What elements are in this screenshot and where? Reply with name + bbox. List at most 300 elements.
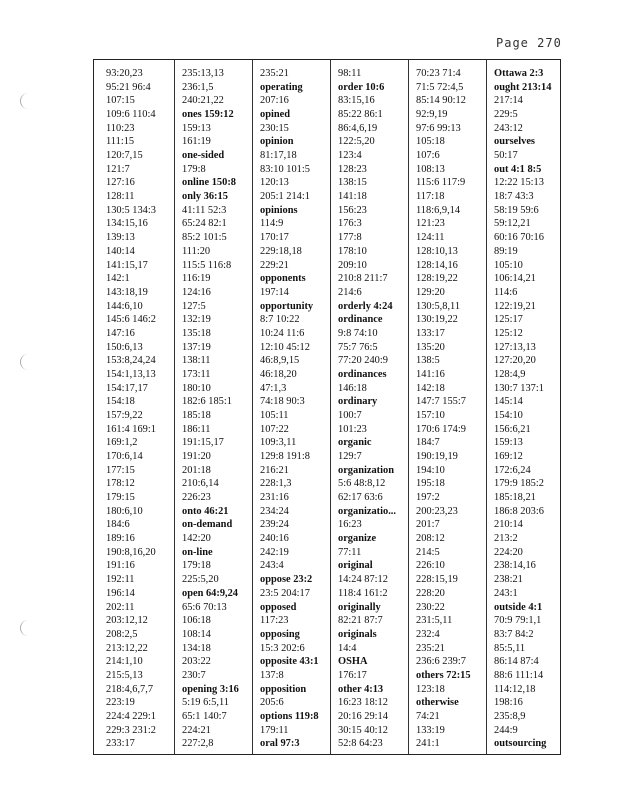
- index-reference: 179:9 185:2: [494, 478, 544, 490]
- index-reference: 191:15,17: [182, 437, 224, 449]
- index-reference: 223:19: [106, 697, 135, 709]
- index-reference: 20:16 29:14: [338, 710, 388, 722]
- index-reference: 12:22 15:13: [494, 177, 544, 189]
- binder-hole-mark: [20, 620, 29, 636]
- index-reference: 205:1 214:1: [260, 191, 310, 203]
- index-term: on-demand: [182, 519, 233, 531]
- index-reference: 208:12: [416, 533, 445, 545]
- index-term: orderly 4:24: [338, 300, 393, 312]
- index-reference: 74:21: [416, 710, 440, 722]
- index-reference: 142:18: [416, 382, 445, 394]
- index-reference: 213:12,22: [106, 642, 148, 654]
- index-reference: 186:11: [182, 423, 211, 435]
- index-reference: 137:19: [182, 341, 211, 353]
- index-reference: 201:7: [416, 519, 440, 531]
- index-reference: 176:17: [338, 669, 367, 681]
- index-reference: 179:18: [182, 560, 211, 572]
- index-reference: 200:23,23: [416, 505, 458, 517]
- index-reference: 70:9 79:1,1: [494, 615, 542, 627]
- index-term: ordinance: [338, 314, 383, 326]
- index-reference: 140:14: [106, 245, 135, 257]
- index-reference: 141:18: [338, 191, 367, 203]
- index-reference: 77:20 240:9: [338, 355, 388, 367]
- index-reference: 114:12,18: [494, 683, 536, 695]
- index-reference: 50:17: [494, 150, 518, 162]
- index-term: organization: [338, 464, 394, 476]
- index-reference: 186:8 203:6: [494, 505, 544, 517]
- index-reference: 101:23: [338, 423, 367, 435]
- index-reference: 242:19: [260, 546, 289, 558]
- index-reference: 238:14,16: [494, 560, 536, 572]
- index-reference: 217:14: [494, 95, 523, 107]
- index-reference: 184:6: [106, 519, 130, 531]
- index-reference: 178:10: [338, 245, 367, 257]
- index-reference: 5:6 48:8,12: [338, 478, 386, 490]
- index-reference: 197:14: [260, 286, 289, 298]
- index-reference: 230:7: [182, 669, 206, 681]
- index-term: ordinary: [338, 396, 378, 408]
- index-reference: 185:18: [182, 410, 211, 421]
- index-reference: 97:6 99:13: [416, 122, 461, 134]
- index-term: opinion: [260, 136, 294, 148]
- index-reference: 228:1,3: [260, 478, 292, 490]
- index-reference: 83:10 101:5: [260, 163, 310, 175]
- index-reference: 216:21: [260, 464, 289, 476]
- index-reference: 146:18: [338, 382, 367, 394]
- index-column-3: [252, 60, 331, 754]
- index-reference: 98:11: [338, 68, 362, 79]
- index-reference: 159:13: [182, 122, 211, 134]
- index-reference: 177:15: [106, 464, 135, 476]
- index-reference: 161:19: [182, 136, 211, 148]
- index-reference: 108:14: [182, 628, 211, 640]
- index-reference: 226:23: [182, 492, 211, 504]
- index-reference: 205:6: [260, 697, 284, 709]
- index-term: ones 159:12: [182, 109, 234, 121]
- index-reference: 71:5 72:4,5: [416, 81, 464, 93]
- index-reference: 120:13: [260, 177, 289, 189]
- index-reference: 52:8 64:23: [338, 738, 383, 750]
- index-term: opportunity: [260, 300, 314, 312]
- index-term: open 64:9,24: [182, 587, 238, 599]
- index-reference: 123:4: [338, 150, 362, 162]
- index-reference: 114:9: [260, 218, 284, 230]
- index-reference: 9:8 74:10: [338, 327, 378, 339]
- page-number: Page 270: [496, 36, 562, 50]
- index-reference: 86:4,6,19: [338, 122, 378, 134]
- index-term: onto 46:21: [182, 505, 229, 517]
- index-reference: 176:3: [338, 218, 362, 230]
- index-reference: 159:13: [494, 437, 523, 449]
- index-reference: 236:6 239:7: [416, 656, 466, 668]
- index-reference: 203:12,12: [106, 615, 148, 627]
- index-reference: 230:22: [416, 601, 445, 613]
- index-reference: 192:11: [106, 574, 135, 586]
- index-reference: 125:17: [494, 314, 523, 326]
- index-reference: 122:5,20: [338, 136, 375, 148]
- index-reference: 129:20: [416, 286, 445, 298]
- index-reference: 83:7 84:2: [494, 628, 534, 640]
- index-reference: 161:4 169:1: [106, 423, 156, 435]
- index-term: oral 97:3: [260, 738, 300, 750]
- index-reference: 229:18,18: [260, 245, 302, 257]
- index-reference: 128:14,16: [416, 259, 458, 271]
- index-column-1: [94, 60, 174, 754]
- index-reference: 18:7 43:3: [494, 191, 534, 203]
- index-reference: 201:18: [182, 464, 211, 476]
- index-reference: 47:1,3: [260, 382, 287, 394]
- index-reference: 179:11: [260, 724, 289, 736]
- index-column-6: [486, 60, 563, 754]
- index-reference: 170:6 174:9: [416, 423, 466, 435]
- index-reference: 229:5: [494, 109, 518, 121]
- index-reference: 236:1,5: [182, 81, 214, 93]
- index-reference: 170:6,14: [106, 451, 143, 463]
- index-term: opposed: [260, 601, 297, 613]
- index-term: oppose 23:2: [260, 574, 313, 586]
- index-reference: 191:16: [106, 560, 135, 572]
- index-reference: 115:6 117:9: [416, 177, 466, 189]
- index-reference: 127:5: [182, 300, 206, 312]
- index-reference: 82:21 87:7: [338, 615, 383, 627]
- index-reference: 228:15,19: [416, 574, 458, 586]
- index-reference: 173:11: [182, 368, 211, 380]
- index-term: options 119:8: [260, 710, 319, 722]
- index-reference: 179:15: [106, 492, 135, 504]
- index-term: opponents: [260, 273, 306, 285]
- index-reference: 238:21: [494, 574, 523, 586]
- index-reference: 147:16: [106, 327, 135, 339]
- index-reference: 147:7 155:7: [416, 396, 466, 408]
- index-reference: 58:19 59:6: [494, 204, 539, 216]
- index-reference: 23:5 204:17: [260, 587, 310, 599]
- index-term: opening 3:16: [182, 683, 239, 695]
- index-reference: 83:15,16: [338, 95, 375, 107]
- index-reference: 124:16: [182, 286, 211, 298]
- index-reference: 215:5,13: [106, 669, 143, 681]
- index-reference: 224:21: [182, 724, 211, 736]
- index-reference: 154:1,13,13: [106, 368, 156, 380]
- index-term: ought 213:14: [494, 81, 552, 93]
- index-reference: 135:20: [416, 341, 445, 353]
- index-reference: 86:14 87:4: [494, 656, 539, 668]
- index-reference: 121:7: [106, 163, 130, 175]
- index-reference: 210:8 211:7: [338, 273, 388, 285]
- index-reference: 16:23 18:12: [338, 697, 388, 709]
- index-reference: 240:21,22: [182, 95, 224, 107]
- index-reference: 117:23: [260, 615, 289, 627]
- index-reference: 123:18: [416, 683, 445, 695]
- index-term: opposing: [260, 628, 300, 640]
- index-reference: 231:16: [260, 492, 289, 504]
- index-reference: 190:8,16,20: [106, 546, 156, 558]
- index-reference: 185:18,21: [494, 492, 536, 504]
- index-reference: 111:20: [182, 245, 211, 257]
- index-reference: 128:4,9: [494, 368, 526, 380]
- index-reference: 230:15: [260, 122, 289, 134]
- index-reference: 65:6 70:13: [182, 601, 227, 613]
- binder-hole-mark: [20, 354, 29, 370]
- index-reference: 214:6: [338, 286, 362, 298]
- index-reference: 142:1: [106, 273, 130, 285]
- index-reference: 75:7 76:5: [338, 341, 378, 353]
- index-reference: 122:19,21: [494, 300, 536, 312]
- index-term: organic: [338, 437, 372, 449]
- index-reference: 128:19,22: [416, 273, 458, 285]
- index-term: others 72:15: [416, 669, 471, 681]
- index-reference: 138:5: [416, 355, 440, 367]
- index-reference: 121:23: [416, 218, 445, 230]
- index-reference: 196:14: [106, 587, 135, 599]
- index-reference: 74:18 90:3: [260, 396, 305, 408]
- index-reference: 134:18: [182, 642, 211, 654]
- index-reference: 85:22 86:1: [338, 109, 383, 121]
- index-reference: 240:16: [260, 533, 289, 545]
- index-reference: 16:23: [338, 519, 362, 531]
- index-reference: 14:4: [338, 642, 357, 654]
- index-reference: 157:9,22: [106, 410, 143, 421]
- index-term: other 4:13: [338, 683, 384, 695]
- index-reference: 77:11: [338, 546, 362, 558]
- index-reference: 127:16: [106, 177, 135, 189]
- index-reference: 108:13: [416, 163, 445, 175]
- index-reference: 130:19,22: [416, 314, 458, 326]
- index-reference: 132:19: [182, 314, 211, 326]
- index-reference: 89:19: [494, 245, 518, 257]
- index-reference: 153:8,24,24: [106, 355, 156, 367]
- index-reference: 81:17,18: [260, 150, 297, 162]
- index-reference: 85:5,11: [494, 642, 526, 654]
- index-reference: 243:4: [260, 560, 284, 572]
- index-term: order 10:6: [338, 81, 385, 93]
- index-reference: 231:5,11: [416, 615, 453, 627]
- index-reference: 191:20: [182, 451, 211, 463]
- index-term: operating: [260, 81, 303, 93]
- index-reference: 107:6: [416, 150, 440, 162]
- index-reference: 207:16: [260, 95, 289, 107]
- index-reference: 180:6,10: [106, 505, 143, 517]
- index-reference: 30:15 40:12: [338, 724, 388, 736]
- index-reference: 128:23: [338, 163, 367, 175]
- index-reference: 65:1 140:7: [182, 710, 227, 722]
- index-reference: 118:4 161:2: [338, 587, 388, 599]
- index-reference: 115:5 116:8: [182, 259, 232, 271]
- index-reference: 8:7 10:22: [260, 314, 300, 326]
- index-reference: 189:16: [106, 533, 135, 545]
- index-reference: 198:16: [494, 697, 523, 709]
- index-reference: 227:2,8: [182, 738, 214, 750]
- index-reference: 46:18,20: [260, 368, 297, 380]
- index-reference: 95:21 96:4: [106, 81, 151, 93]
- index-reference: 14:24 87:12: [338, 574, 388, 586]
- index-reference: 134:15,16: [106, 218, 148, 230]
- index-term: otherwise: [416, 697, 459, 709]
- index-reference: 145:14: [494, 396, 523, 408]
- index-reference: 178:12: [106, 478, 135, 490]
- index-reference: 195:18: [416, 478, 445, 490]
- index-reference: 118:6,9,14: [416, 204, 461, 216]
- index-reference: 105:18: [416, 136, 445, 148]
- index-reference: 234:24: [260, 505, 289, 517]
- index-reference: 59:12,21: [494, 218, 531, 230]
- index-reference: 107:15: [106, 95, 135, 107]
- index-reference: 111:15: [106, 136, 135, 148]
- index-reference: 137:8: [260, 669, 284, 681]
- index-reference: 144:6,10: [106, 300, 143, 312]
- index-reference: 208:2,5: [106, 628, 138, 640]
- index-reference: 224:4 229:1: [106, 710, 156, 722]
- index-reference: 170:17: [260, 232, 289, 244]
- index-reference: 130:5,8,11: [416, 300, 461, 312]
- index-reference: 139:13: [106, 232, 135, 244]
- index-reference: 10:24 11:6: [260, 327, 305, 339]
- index-reference: 128:10,13: [416, 245, 458, 257]
- index-reference: 106:18: [182, 615, 211, 627]
- index-reference: 133:17: [416, 327, 445, 339]
- index-reference: 232:4: [416, 628, 440, 640]
- index-reference: 210:14: [494, 519, 523, 531]
- index-reference: 142:20: [182, 533, 211, 545]
- index-reference: 226:10: [416, 560, 445, 572]
- index-reference: 150:6,13: [106, 341, 143, 353]
- index-reference: 145:6 146:2: [106, 314, 156, 326]
- index-reference: 233:17: [106, 738, 135, 750]
- index-reference: 203:22: [182, 656, 211, 668]
- index-reference: 225:5,20: [182, 574, 219, 586]
- index-reference: 41:11 52:3: [182, 204, 227, 216]
- index-reference: 169:1,2: [106, 437, 138, 449]
- index-term: outsourcing: [494, 738, 547, 750]
- index-reference: 214:1,10: [106, 656, 143, 668]
- index-reference: 128:11: [106, 191, 135, 203]
- index-reference: 244:9: [494, 724, 518, 736]
- index-term: OSHA: [338, 656, 368, 668]
- index-reference: 92:9,19: [416, 109, 448, 121]
- index-term: ordinances: [338, 368, 387, 380]
- index-reference: 130:7 137:1: [494, 382, 544, 394]
- index-reference: 129:8 191:8: [260, 451, 310, 463]
- index-reference: 156:6,21: [494, 423, 531, 435]
- index-reference: 218:4,6,7,7: [106, 683, 154, 695]
- index-reference: 214:5: [416, 546, 440, 558]
- index-reference: 243:1: [494, 587, 518, 599]
- index-reference: 110:23: [106, 122, 135, 134]
- index-reference: 177:8: [338, 232, 362, 244]
- index-reference: 210:6,14: [182, 478, 219, 490]
- index-reference: 243:12: [494, 122, 523, 134]
- index-column-4: [330, 60, 409, 754]
- index-reference: 235:13,13: [182, 68, 224, 79]
- index-reference: 229:3 231:2: [106, 724, 156, 736]
- index-reference: 5:19 6:5,11: [182, 697, 229, 709]
- index-term: originals: [338, 628, 377, 640]
- index-reference: 190:19,19: [416, 451, 458, 463]
- index-reference: 138:15: [338, 177, 367, 189]
- index-term: opposition: [260, 683, 307, 695]
- index-reference: 235:8,9: [494, 710, 526, 722]
- index-reference: 109:6 110:4: [106, 109, 156, 121]
- index-reference: 202:11: [106, 601, 135, 613]
- index-term: out 4:1 8:5: [494, 163, 542, 175]
- index-reference: 117:18: [416, 191, 445, 203]
- index-reference: 100:7: [338, 410, 362, 421]
- index-reference: 141:15,17: [106, 259, 148, 271]
- index-reference: 157:10: [416, 410, 445, 421]
- index-reference: 120:7,15: [106, 150, 143, 162]
- index-reference: 138:11: [182, 355, 211, 367]
- binder-hole-mark: [20, 93, 29, 109]
- index-reference: 12:10 45:12: [260, 341, 310, 353]
- index-term: organizatio...: [338, 505, 397, 517]
- index-reference: 135:18: [182, 327, 211, 339]
- index-reference: 60:16 70:16: [494, 232, 544, 244]
- index-reference: 180:10: [182, 382, 211, 394]
- index-reference: 105:11: [260, 410, 289, 421]
- index-reference: 241:1: [416, 738, 440, 750]
- index-reference: 154:17,17: [106, 382, 148, 394]
- index-reference: 229:21: [260, 259, 289, 271]
- index-reference: 125:12: [494, 327, 523, 339]
- index-reference: 235:21: [416, 642, 445, 654]
- index-reference: 93:20,23: [106, 68, 143, 79]
- index-reference: 172:6,24: [494, 464, 531, 476]
- index-column-5: [408, 60, 487, 754]
- index-reference: 107:22: [260, 423, 289, 435]
- index-reference: 114:6: [494, 286, 518, 298]
- index-term: ourselves: [494, 136, 535, 148]
- index-term: organize: [338, 533, 377, 545]
- index-term: Ottawa 2:3: [494, 68, 544, 79]
- index-reference: 154:18: [106, 396, 135, 408]
- index-reference: 169:12: [494, 451, 523, 463]
- index-reference: 46:8,9,15: [260, 355, 300, 367]
- index-reference: 133:19: [416, 724, 445, 736]
- index-reference: 184:7: [416, 437, 440, 449]
- index-reference: 130:5 134:3: [106, 204, 156, 216]
- index-term: on-line: [182, 546, 213, 558]
- index-term: only 36:15: [182, 191, 228, 203]
- index-term: opined: [260, 109, 291, 121]
- index-reference: 141:16: [416, 368, 445, 380]
- index-term: one-sided: [182, 150, 225, 162]
- index-reference: 65:24 82:1: [182, 218, 227, 230]
- index-reference: 85:2 101:5: [182, 232, 227, 244]
- index-reference: 197:2: [416, 492, 440, 504]
- index-reference: 182:6 185:1: [182, 396, 232, 408]
- index-reference: 239:24: [260, 519, 289, 531]
- index-reference: 85:14 90:12: [416, 95, 466, 107]
- index-reference: 154:10: [494, 410, 523, 421]
- index-reference: 106:14,21: [494, 273, 536, 285]
- index-term: opposite 43:1: [260, 656, 319, 668]
- index-reference: 116:19: [182, 273, 211, 285]
- index-term: outside 4:1: [494, 601, 543, 613]
- index-reference: 70:23 71:4: [416, 68, 461, 79]
- index-term: originally: [338, 601, 381, 613]
- index-reference: 143:18,19: [106, 286, 148, 298]
- index-reference: 179:8: [182, 163, 206, 175]
- index-term: original: [338, 560, 373, 572]
- index-reference: 224:20: [494, 546, 523, 558]
- index-column-2: [174, 60, 253, 754]
- index-reference: 109:3,11: [260, 437, 297, 449]
- index-reference: 124:11: [416, 232, 445, 244]
- index-reference: 213:2: [494, 533, 518, 545]
- index-reference: 228:20: [416, 587, 445, 599]
- index-reference: 194:10: [416, 464, 445, 476]
- index-term: online 150:8: [182, 177, 236, 189]
- index-reference: 209:10: [338, 259, 367, 271]
